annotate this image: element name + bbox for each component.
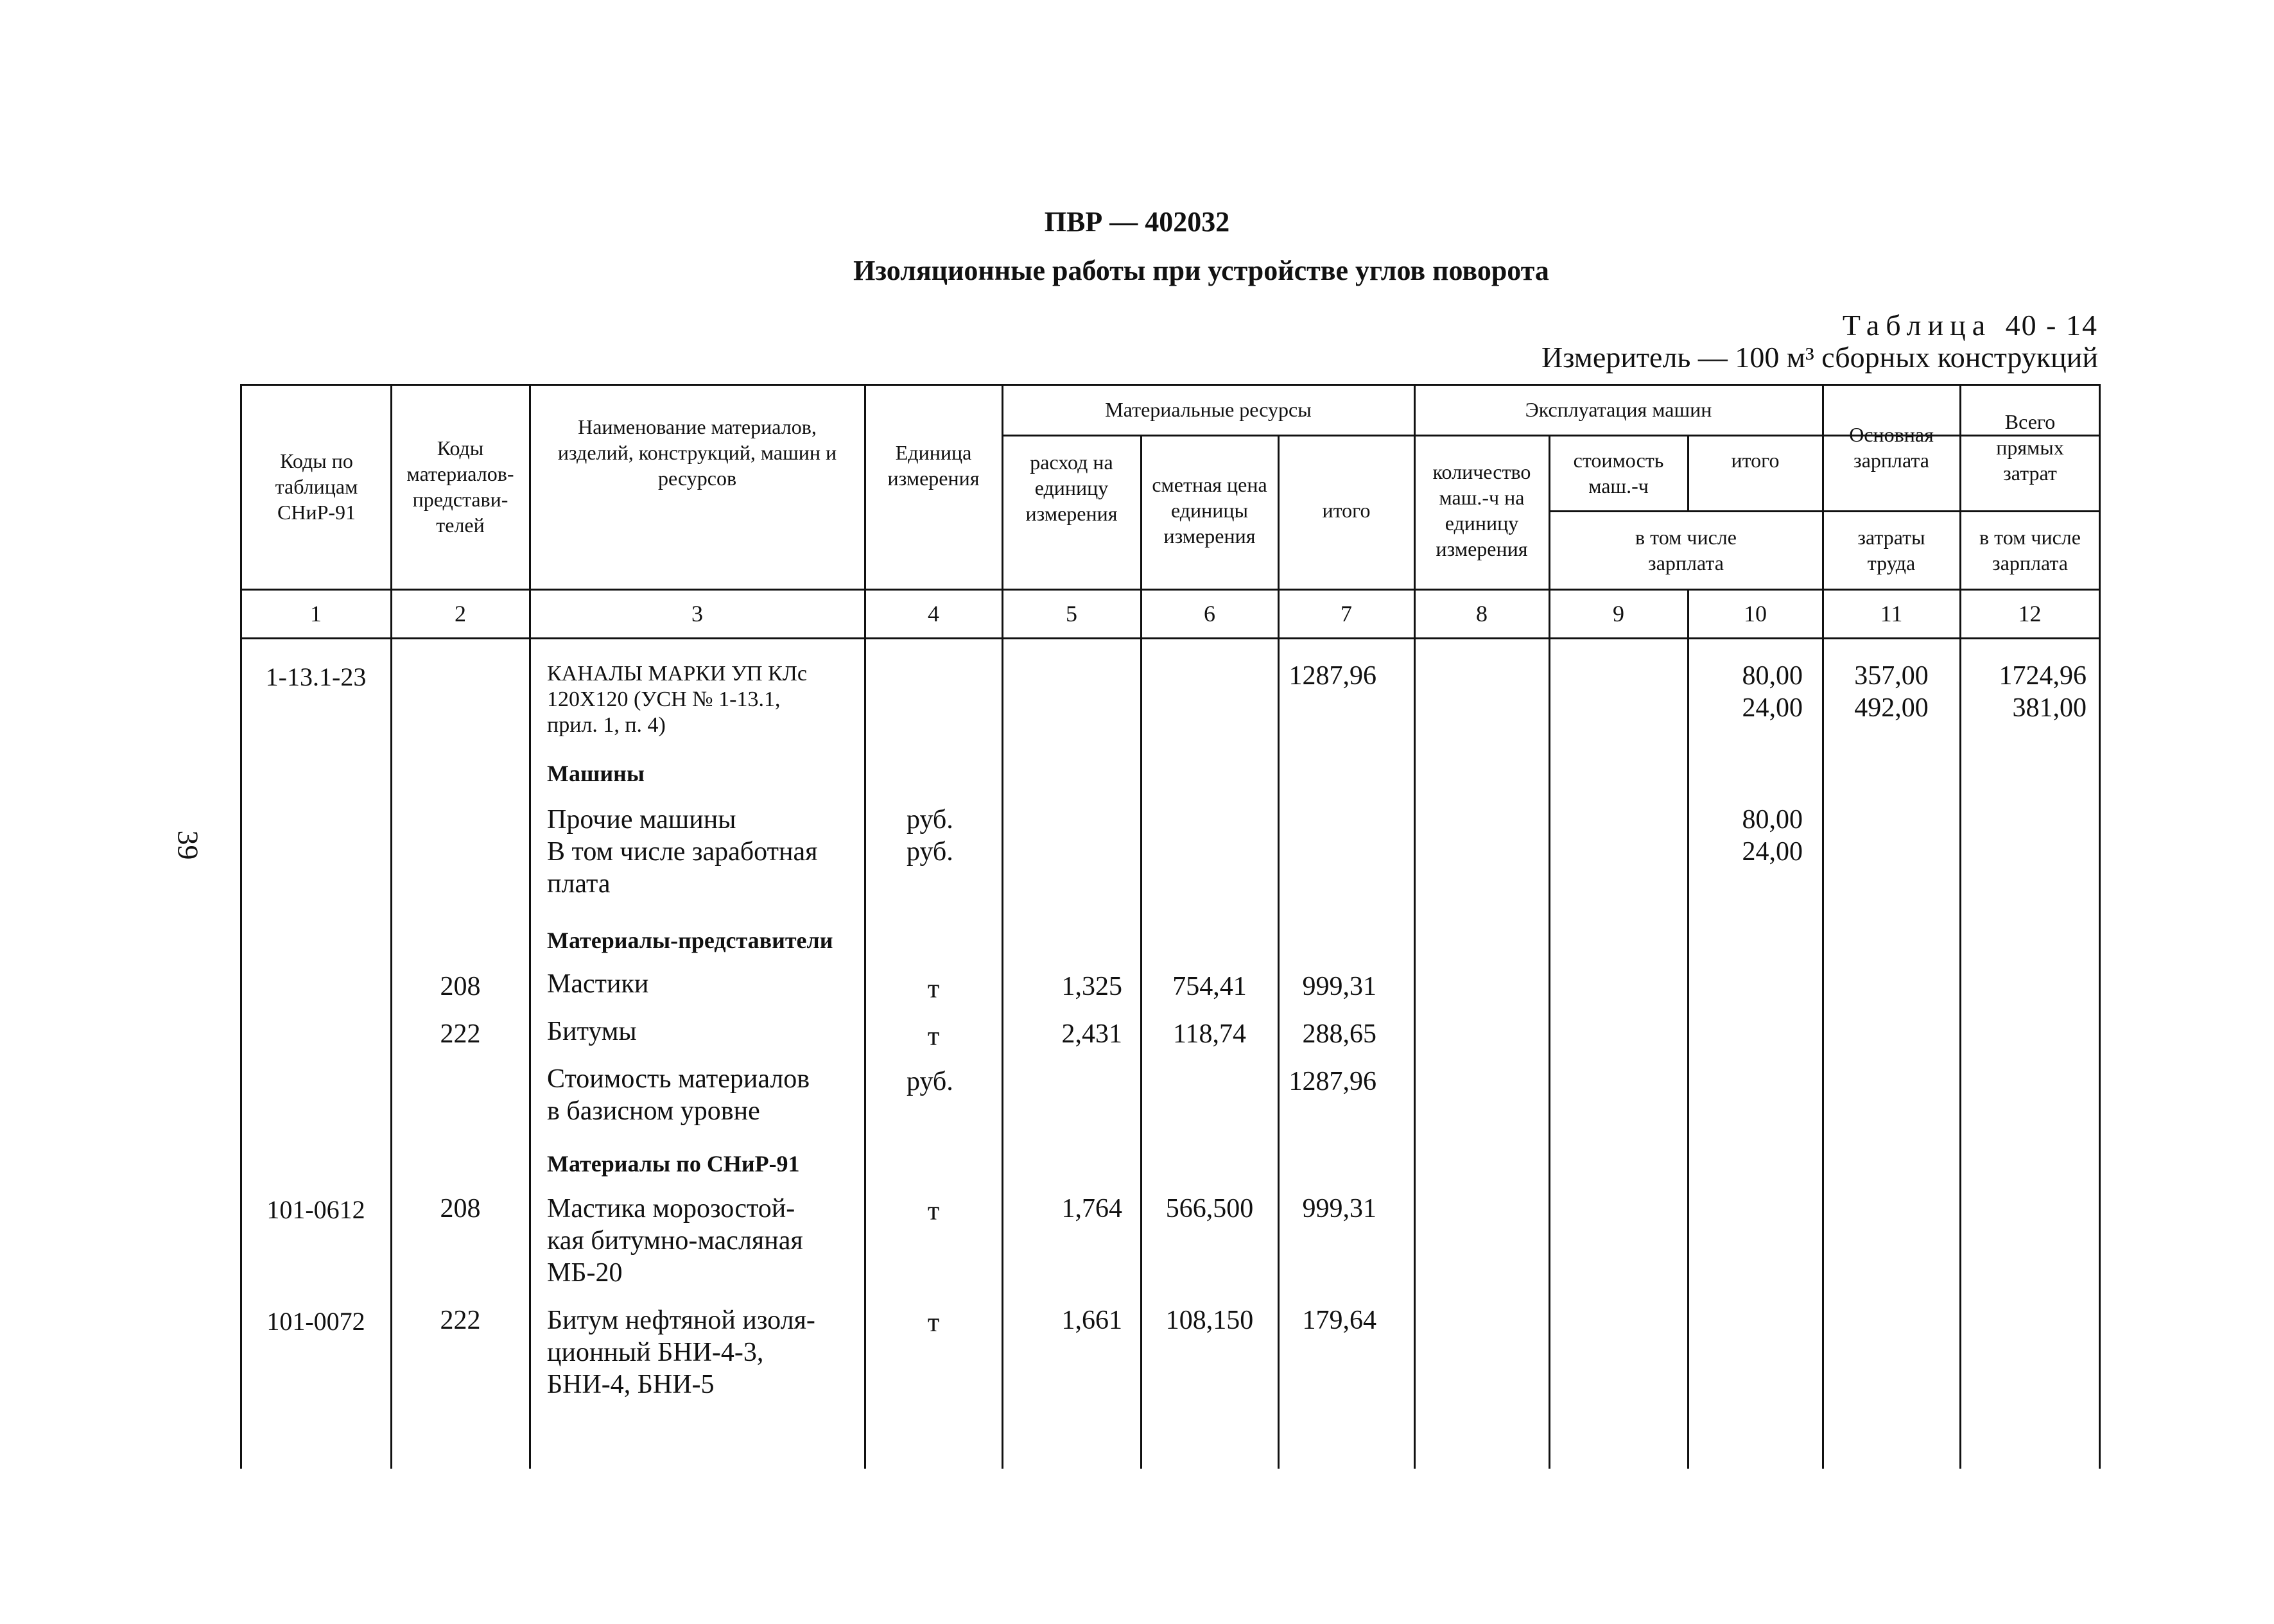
cost-base-unit: руб.	[907, 1067, 953, 1096]
page-number: 39	[171, 830, 205, 860]
mastics-c5: 1,325	[1061, 972, 1122, 1001]
bitumen-bni-name-line3: БНИ-4, БНИ-5	[547, 1370, 715, 1399]
header-col6: сметная цена единицы измерения	[1152, 473, 1267, 548]
mastics-name: Мастики	[547, 969, 649, 999]
header-col12-top: Всего прямых затрат	[1996, 410, 2064, 485]
other-machines-c10: 80,00	[1742, 805, 1803, 834]
snip-materials-heading: Материалы по СНиР-91	[547, 1151, 800, 1177]
mastics-code2: 208	[440, 972, 481, 1001]
header-col1: Коды по таблицам СНиР-91	[275, 449, 358, 524]
header-col11-top: Основная зарплата	[1849, 423, 1934, 472]
header-col2: Коды материалов-представи-телей	[406, 436, 514, 537]
col-number-2: 2	[455, 601, 466, 626]
mastics-c7: 999,31	[1302, 972, 1376, 1001]
mastic-mb-code2: 208	[440, 1194, 481, 1223]
col-number-9: 9	[1613, 601, 1624, 626]
bitumen-bni-code2: 222	[440, 1306, 481, 1335]
table-number-value: 40 - 14	[2005, 309, 2098, 341]
bitumen-bni-code1: 101-0072	[266, 1307, 365, 1336]
bitumens-c6: 118,74	[1173, 1019, 1246, 1049]
incl-wage-name-line1: В том числе заработная	[547, 837, 818, 867]
header-col3: Наименование материалов, изделий, конструкций, машин и ресурсов	[557, 415, 837, 490]
bitumen-bni-c6: 108,150	[1165, 1306, 1254, 1335]
main-name-line1: КАНАЛЫ МАРКИ УП КЛс	[547, 662, 807, 686]
mastic-mb-code1: 101-0612	[266, 1195, 365, 1224]
header-col7: итого	[1322, 499, 1371, 522]
col-number-3: 3	[691, 601, 703, 626]
cost-base-c7: 1287,96	[1289, 1067, 1376, 1096]
main-c12b: 381,00	[2012, 693, 2087, 723]
header-col11-bottom: затраты труда	[1857, 526, 1925, 574]
bitumen-bni-name-line2: ционный БНИ-4-3,	[547, 1338, 764, 1367]
other-machines-name: Прочие машины	[547, 805, 736, 834]
bitumens-c5: 2,431	[1061, 1019, 1122, 1049]
mastic-mb-name-line3: МБ-20	[547, 1258, 623, 1288]
mastics-c6: 754,41	[1172, 972, 1247, 1001]
main-code: 1-13.1-23	[265, 662, 367, 691]
measure-unit: Измеритель — 100 м³ сборных конструкций	[1541, 341, 2098, 374]
header-sub-9-10: в том числе зарплата	[1635, 526, 1737, 574]
col-number-11: 11	[1880, 601, 1903, 626]
col-number-12: 12	[2018, 601, 2042, 626]
col-number-4: 4	[928, 601, 939, 626]
table-label: Таблица	[1842, 309, 1992, 341]
bitumens-code2: 222	[440, 1019, 481, 1049]
mastic-mb-unit: т	[927, 1196, 940, 1226]
col-number-6: 6	[1204, 601, 1215, 626]
main-c11b: 492,00	[1854, 693, 1929, 723]
incl-wage-unit: руб.	[907, 837, 953, 867]
other-machines-unit: руб.	[907, 805, 953, 834]
mastic-mb-name-line1: Мастика морозостой-	[547, 1194, 795, 1223]
col-number-5: 5	[1066, 601, 1077, 626]
header-col9: стоимость маш.-ч	[1573, 449, 1664, 497]
cost-base-name-line2: в базисном уровне	[547, 1096, 760, 1126]
incl-wage-name-line2: плата	[547, 869, 611, 899]
header-group-materials: Материальные ресурсы	[1105, 398, 1312, 421]
incl-wage-c10: 24,00	[1742, 837, 1803, 867]
cost-base-name-line1: Стоимость материалов	[547, 1064, 810, 1094]
header-col5: расход на единицу измерения	[1025, 451, 1118, 525]
mastic-mb-c6: 566,500	[1165, 1194, 1254, 1223]
col-number-7: 7	[1341, 601, 1352, 626]
main-c11a: 357,00	[1854, 661, 1929, 691]
mastic-mb-c5: 1,764	[1061, 1194, 1122, 1223]
rep-materials-heading: Материалы-представители	[547, 928, 833, 953]
header-group-machines: Эксплуатация машин	[1525, 398, 1712, 421]
main-total7: 1287,96	[1289, 661, 1376, 691]
machines-heading: Машины	[547, 761, 645, 786]
header-col4: Единица измерения	[887, 441, 980, 490]
document-title: Изоляционные работы при устройстве углов поворота	[853, 255, 1549, 286]
bitumens-name: Битумы	[547, 1017, 637, 1046]
col-number-10: 10	[1744, 601, 1767, 626]
bitumen-bni-c5: 1,661	[1061, 1306, 1122, 1335]
col-number-1: 1	[310, 601, 322, 626]
bitumen-bni-name-line1: Битум нефтяной изоля-	[547, 1306, 815, 1335]
col-number-8: 8	[1476, 601, 1488, 626]
main-name-line3: прил. 1, п. 4)	[547, 713, 666, 737]
bitumen-bni-unit: т	[927, 1308, 940, 1338]
main-name-line2: 120Х120 (УСН № 1-13.1,	[547, 687, 781, 711]
bitumens-unit: т	[927, 1022, 940, 1051]
bitumen-bni-c7: 179,64	[1302, 1306, 1376, 1335]
mastic-mb-name-line2: кая битумно-масляная	[547, 1226, 803, 1256]
mastic-mb-c7: 999,31	[1302, 1194, 1376, 1223]
mastics-unit: т	[927, 974, 940, 1004]
header-col10: итого	[1731, 449, 1780, 472]
main-c12a: 1724,96	[1999, 661, 2087, 691]
main-c10a: 80,00	[1742, 661, 1803, 691]
header-col12-bottom: в том числе зарплата	[1979, 526, 2081, 574]
header-col8: количество маш.-ч на единицу измерения	[1432, 460, 1531, 560]
bitumens-c7: 288,65	[1302, 1019, 1376, 1049]
document-code: ПВР — 402032	[1044, 206, 1230, 238]
main-c10b: 24,00	[1742, 693, 1803, 723]
table-number	[1843, 308, 2098, 342]
